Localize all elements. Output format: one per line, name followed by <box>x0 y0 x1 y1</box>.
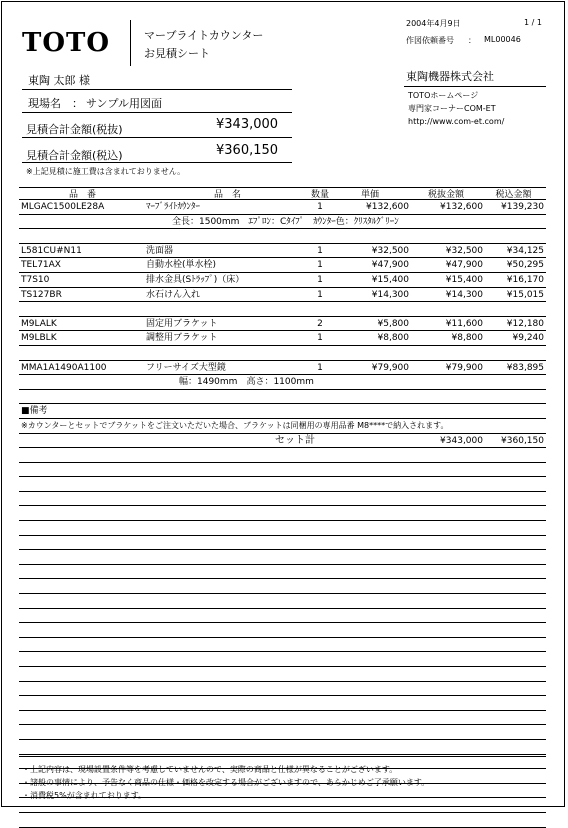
table-row <box>19 813 546 828</box>
header-code: 品 番 <box>68 190 96 200</box>
item-unit-price: ¥14,300 <box>371 289 409 300</box>
table-row <box>19 404 546 419</box>
table-row <box>19 419 546 434</box>
table-row <box>19 346 546 361</box>
logo-divider <box>130 20 131 66</box>
item-code: T7S10 <box>21 274 50 285</box>
table-row <box>19 594 546 609</box>
item-qty: 2 <box>317 318 323 329</box>
item-qty: 1 <box>317 245 323 256</box>
item-name: フリーサイズ大型鏡 <box>146 362 226 373</box>
item-code: M9LALK <box>21 318 57 329</box>
header-in-tax: 税込金額 <box>495 190 532 200</box>
total-in-underline <box>22 162 292 163</box>
header-qty: 数量 <box>310 190 329 200</box>
item-name: 固定用ブラケット <box>146 318 218 329</box>
item-unit-price: ¥8,800 <box>377 333 409 344</box>
item-ex-tax: ¥343,000 <box>440 435 483 446</box>
item-in-tax: ¥50,295 <box>506 260 544 271</box>
item-code: M9LBLK <box>21 333 57 344</box>
item-in-tax: ¥360,150 <box>501 435 544 446</box>
company-pro-corner: 専門家コーナーCOM-ET <box>408 104 496 113</box>
table-row <box>19 477 546 492</box>
table-row <box>19 725 546 740</box>
company-homepage: TOTOホームページ <box>408 91 479 100</box>
table-row <box>19 331 546 346</box>
table-row <box>19 229 546 244</box>
table-row <box>19 258 546 273</box>
table-row <box>19 215 546 230</box>
table-row <box>19 711 546 726</box>
sheet-title: お見積シート <box>144 47 210 60</box>
table-row <box>19 375 546 390</box>
item-in-tax: ¥83,895 <box>506 362 544 373</box>
item-qty: 1 <box>317 202 323 212</box>
item-name: 自動水栓(単水栓) <box>146 260 217 271</box>
table-row <box>19 579 546 594</box>
item-qty: 1 <box>317 362 323 373</box>
table-row <box>19 623 546 638</box>
header-unit-price: 単価 <box>360 190 379 200</box>
item-code: L581CU#N11 <box>21 245 82 256</box>
drawing-request-sep: ： <box>468 36 476 45</box>
estimate-table <box>19 187 546 828</box>
item-qty: 1 <box>317 333 323 344</box>
table-row <box>19 740 546 755</box>
table-row <box>19 521 546 536</box>
table-row <box>19 652 546 667</box>
table-row <box>19 273 546 288</box>
company-name: 東陶機器株式会社 <box>406 70 494 83</box>
table-row <box>19 302 546 317</box>
page-number: 1 / 1 <box>524 18 542 27</box>
table-row <box>19 244 546 259</box>
table-row <box>19 434 546 449</box>
total-in-tax-value: ¥360,150 <box>216 143 279 158</box>
drawing-request-number: ML00046 <box>484 35 521 44</box>
item-in-tax: ¥12,180 <box>506 318 544 329</box>
item-name: 調整用ブラケット <box>146 333 218 344</box>
item-qty: 1 <box>317 289 323 300</box>
drawing-request-label: 作図依頼番号 <box>406 36 454 45</box>
construction-cost-note: ※上記見積に施工費は含まれておりません。 <box>26 167 186 176</box>
total-ex-tax-value: ¥343,000 <box>216 117 279 132</box>
item-unit-price: ¥79,900 <box>371 362 409 373</box>
footer-note-3: ・消費税5%が含まれております。 <box>22 791 147 800</box>
item-qty: 1 <box>317 260 323 271</box>
table-header <box>19 187 546 200</box>
header-ex-tax: 税抜金額 <box>427 190 464 200</box>
item-unit-price: ¥47,900 <box>371 260 409 271</box>
item-code: TS127BR <box>21 289 62 300</box>
item-ex-tax: ¥15,400 <box>445 274 483 285</box>
item-in-tax: ¥139,230 <box>501 202 544 212</box>
item-spec: 幅：1490mm 高さ：1100mm <box>179 377 314 388</box>
site-sep: ： <box>72 97 83 110</box>
toto-logo: TOTO <box>22 28 110 58</box>
item-unit-price: ¥132,600 <box>366 202 409 212</box>
item-in-tax: ¥9,240 <box>512 333 544 344</box>
item-ex-tax: ¥79,900 <box>445 362 483 373</box>
table-row <box>19 317 546 332</box>
set-total-label: セット計 <box>275 434 315 446</box>
table-row <box>19 288 546 303</box>
item-in-tax: ¥34,125 <box>506 245 544 256</box>
table-row <box>19 609 546 624</box>
total-ex-underline <box>22 137 292 138</box>
item-qty: 1 <box>317 274 323 285</box>
item-ex-tax: ¥14,300 <box>445 289 483 300</box>
item-name: ﾏｰﾌﾞﾗｲﾄｶｳﾝﾀｰ <box>146 202 201 212</box>
table-row <box>19 536 546 551</box>
customer-underline <box>22 89 292 90</box>
table-row <box>19 390 546 405</box>
site-underline <box>22 112 292 113</box>
table-row <box>19 492 546 507</box>
item-ex-tax: ¥8,800 <box>451 333 483 344</box>
item-code: TEL71AX <box>21 260 61 271</box>
table-row <box>19 200 546 215</box>
item-unit-price: ¥15,400 <box>371 274 409 285</box>
table-row <box>19 565 546 580</box>
total-ex-tax-label: 見積合計金額(税抜) <box>26 123 123 136</box>
table-row <box>19 506 546 521</box>
item-in-tax: ¥16,170 <box>506 274 544 285</box>
footer-divider <box>19 756 546 757</box>
table-row <box>19 682 546 697</box>
item-ex-tax: ¥47,900 <box>445 260 483 271</box>
site-label: 現場名 <box>28 97 61 110</box>
item-ex-tax: ¥132,600 <box>440 202 483 212</box>
table-row <box>19 667 546 682</box>
item-ex-tax: ¥32,500 <box>445 245 483 256</box>
total-in-tax-label: 見積合計金額(税込) <box>26 149 123 162</box>
item-name: 洗面器 <box>146 245 174 256</box>
item-code: ※カウンターとセットでブラケットをご注文いただいた場合、ブラケットは同梱用の専用品番 M8****で納入されます。 <box>21 420 449 430</box>
site-name: サンプル用図面 <box>86 97 163 110</box>
item-code: MLGAC1500LE28A <box>21 202 105 212</box>
company-underline <box>404 86 546 87</box>
item-unit-price: ¥32,500 <box>371 245 409 256</box>
footer-note-2: ・諸般の事情により、予告なく商品の仕様・価格を改定する場合がございますので、あらかじめご了承願います。 <box>22 778 430 787</box>
sheet-title-product: マーブライトカウンター <box>144 29 264 42</box>
footer-note-1: ・上記内容は、現場設置条件等を考慮していませんので、実際の商品と仕様が異なることがございます。 <box>22 765 398 774</box>
table-row <box>19 696 546 711</box>
table-row <box>19 448 546 463</box>
item-name: 水石けん入れ <box>146 289 201 300</box>
item-unit-price: ¥5,800 <box>377 318 409 329</box>
item-code: MMA1A1490A1100 <box>21 362 107 373</box>
company-url: http://www.com-et.com/ <box>408 117 505 126</box>
table-row <box>19 550 546 565</box>
table-row <box>19 361 546 376</box>
table-row <box>19 638 546 653</box>
customer-name: 東陶 太郎 様 <box>28 74 90 87</box>
item-ex-tax: ¥11,600 <box>445 318 483 329</box>
item-code: ■備考 <box>21 406 48 417</box>
table-row <box>19 463 546 478</box>
item-in-tax: ¥15,015 <box>506 289 544 300</box>
issue-date: 2004年4月9日 <box>406 19 461 28</box>
item-spec: 全長：1500mm ｴﾌﾟﾛﾝ：Cﾀｲﾌﾟ ｶｳﾝﾀｰ色：ｸﾘｽﾀﾙｸﾞﾘｰﾝ <box>172 216 399 227</box>
header-name: 品 名 <box>213 190 241 200</box>
item-name: 排水金具(Sﾄﾗｯﾌﾟ)（床） <box>146 274 245 285</box>
